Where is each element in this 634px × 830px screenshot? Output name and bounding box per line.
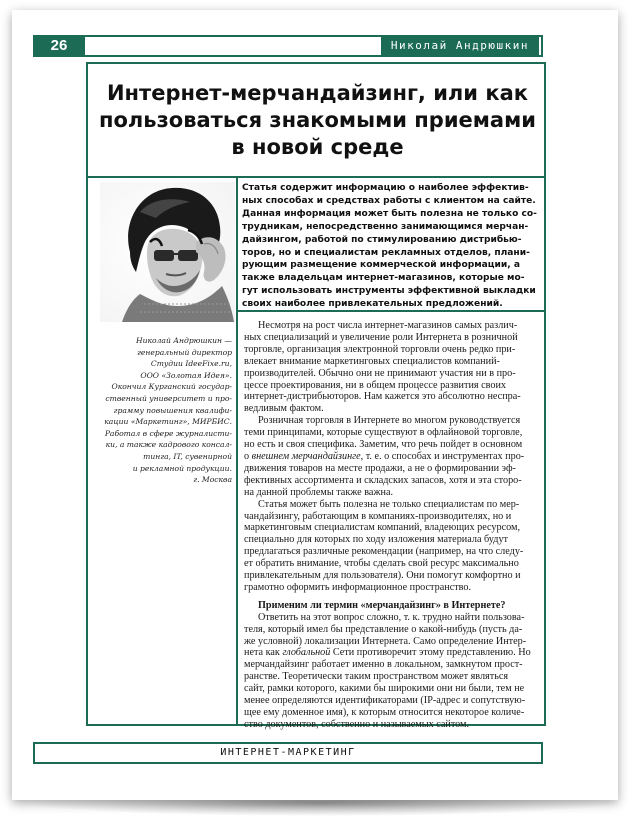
author-caption [95,335,232,486]
caption-line: генеральный директор [137,347,232,357]
caption-line: и рекламной продукции. [132,463,232,473]
body-line: грамотно оформить информационное пространство. [244,581,472,593]
caption-line: г. Москва [193,475,232,485]
caption-line: Студии IdeeFixe.ru, [150,359,232,369]
lead-line: Статья содержит информацию о наиболее эффектив- [242,183,529,193]
frame-rule-right [544,176,546,726]
title-line: пользоваться знакомыми приемами [98,108,536,132]
body-line: специально для которых по ходу изложения материала будут [244,534,508,546]
body-line: теля, который имел бы представление о какой-нибудь (пусть да- [244,623,523,635]
lead-line: рующим размещение коммерческой информации, а [242,260,521,271]
article-title [90,80,545,161]
body-line: производителей. Обычно они не принимают участия ни в про- [244,367,516,379]
body-line: чандайзингу, работающим в компаниях-производителях, но и [244,510,512,522]
column-divider [236,176,238,726]
header-author: Николай Андрюшкин [381,37,539,55]
body-line: но есть и своя специфика. Заметим, что речь пойдет в основном [244,439,523,451]
lead-line: также владельцам интернет-магазинов, которые мо- [242,273,525,284]
body-fragment: нета как [244,647,283,659]
title-line: Интернет-мерчандайзинг, или как [106,81,529,105]
lead-line: дайзингом, работой по стимулированию дистрибью- [242,234,522,245]
body-line: же условной) локализации Интернета. Само определение Интер- [244,635,527,647]
body-italic: глобальной [282,647,331,659]
body-line [244,647,540,659]
caption-line: ки, а также кадрового консал- [105,440,232,450]
caption-line: грамму повышения квалифи- [113,405,232,415]
body-line: ных специализаций и увеличение роли Интернета в розничной [244,331,518,343]
body-fragment: , т. е. о способах и инструментах про- [360,450,525,462]
body-line: менее определяются идентификаторами (IP-адрес и сопутствую- [244,695,526,707]
body-line: движения товаров на месте продажи, а не о формировании эф- [244,462,516,474]
body-line: щее ему доменное имя), к которым относится некоторое количе- [244,707,525,718]
body-line: теми принципами, которые существуют в офлайновой торговле, [244,427,523,439]
article-lead [242,182,540,311]
lead-line: торов, но и специалистам рекламных отделов, плани- [242,247,530,258]
lead-line: Данная информация может быть полезна не только со- [242,208,537,219]
article-body [244,320,540,731]
body-line: предлагаться различные рекомендации (например, на что следу- [244,546,524,558]
body-line: Розничная торговля в Интернете во многом руководствуется [258,415,521,427]
body-line: влекает внимание маркетинговых специалистов компаний- [244,355,500,367]
caption-line: Работал в сфере журналисти- [104,428,232,438]
author-portrait-icon [100,182,235,322]
body-fragment: Сети противоречит этому представлению. Но [330,647,531,659]
body-line: привлекательным для пользователя). Они помогут комфортно и [244,570,521,582]
caption-line: ственный университет и про- [105,393,232,403]
footer-section-label: ИНТЕРНЕТ-МАРКЕТИНГ [220,747,356,758]
body-line: сайт, рамки которого, какими бы широкими они ни были, тем не [244,683,525,695]
caption-line: Николай Андрюшкин — [135,336,232,345]
body-line: на данной проблемы также важна. [244,486,394,498]
body-subheading: Применим ли термин «мерчандайзинг» в Интернете? [258,599,506,611]
body-line: Несмотря на рост числа интернет-магазинов самых различ- [258,320,518,331]
lead-line: своих наиболее привлекательных предложений. [242,299,503,310]
author-photo [100,182,235,322]
body-line: ведливым фактом. [244,403,324,415]
lead-line: ных способах и средствах работы с клиентом на сайте. [242,195,536,206]
body-line [244,451,540,463]
caption-line: Окончил Курганский государ- [111,382,232,392]
frame-rule-left [86,176,88,726]
body-line: интернет-дистрибьюторов. Нам кажется это абсолютно неспра- [244,391,521,403]
body-line: цессе проектирования, ни в общем процессе развития своих [244,379,507,391]
lead-line: гут использовать инструменты эффективной выкладки [242,286,536,297]
caption-line: ООО «Золотая Идея». [140,370,232,380]
body-italic: внешнем мерчандайзинге [251,450,361,462]
title-line: в новой среде [231,135,404,159]
body-line: Ответить на этот вопрос сложно, т. к. трудно найти пользова- [258,611,525,623]
body-line: фективных ассортимента и складских запасов, хотя и эта сторо- [244,474,522,486]
body-line: ство документов, собственно и называемых сайтом. [244,718,470,730]
body-line: Статья может быть полезна не только специалистам по мер- [258,498,520,510]
body-line: ет обратить внимание, чтобы сделать свой ресурс максимально [244,558,519,570]
page-number: 26 [33,35,85,57]
caption-line: тинга, IT, сувенирной [143,451,232,461]
body-line: мерчандайзинг работает именно в локальном, замкнутом прост- [244,659,523,671]
body-line: маркетинговым специалистам компаний, владеющих ресурсом, [244,522,520,534]
caption-line: кации «Маркетинг», МИРБИС. [104,417,232,427]
lead-line: трудникам, непосредственно занимающимся мерчан- [242,221,529,232]
body-line: ранстве. Теоретически таким пространством может являться [244,671,509,683]
body-line: торговле, организация электронной торговли очень редко при- [244,343,516,355]
body-fragment: о [244,450,252,462]
